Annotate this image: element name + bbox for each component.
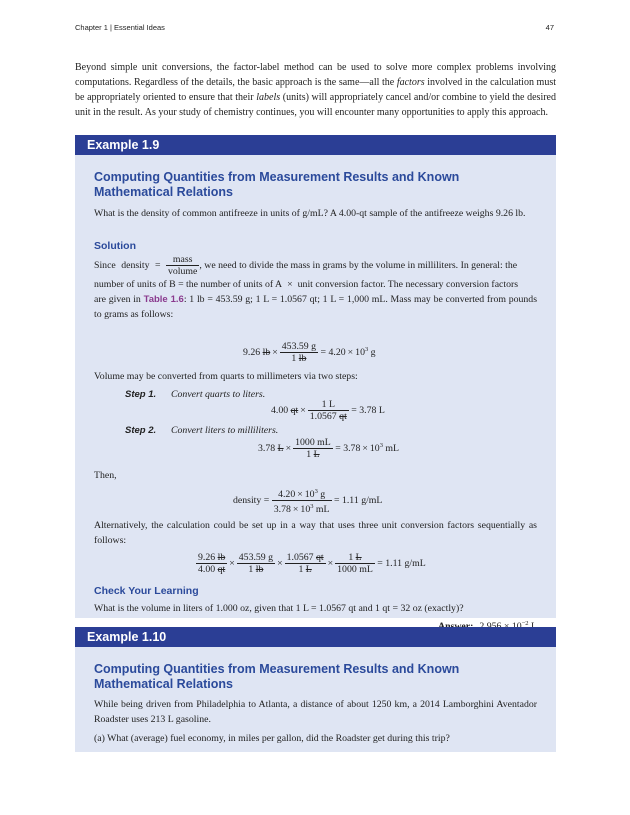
step-1: Step 1. Convert quarts to liters. (125, 389, 266, 400)
equation-sequential: $\frac{9.26 lb}{4.00 qt}$ × $\frac{453.59 g}{1 lb}$ × $\frac{1.0567 qt}{1 L}$ × $\frac{1 L}{1000 mL}$ = 1.11 g/mL (198, 552, 426, 575)
then-text: Then, (94, 470, 117, 481)
check-learning-heading: Check Your Learning (94, 585, 199, 597)
part-a-question: (a) What (average) fuel economy, in miles per gallon, did the Roadster get during this trip? (94, 733, 450, 744)
step-2: Step 2. Convert liters to milliliters. (125, 425, 279, 436)
equation-liters-to-milliliters: 3.78 L × $\frac{1000 mL}{1 L}$ = $3.78 \times 10^3$ mL (258, 437, 399, 460)
page-header (75, 23, 554, 35)
question-text: What is the density of common antifreeze in units of g/mL? A 4.00-qt sample of the antifreeze weighs 9.26 lb. (94, 208, 526, 219)
example-1-9 (75, 135, 556, 627)
alternative-text: Alternatively, the calculation could be set up in a way that uses three unit conversion factors sequentially as follows: (94, 520, 537, 546)
equation-mass: 9.26 lb × $\frac{453.59 g}{1 lb}$ = $4.20 \times 10^3$ g (243, 341, 376, 364)
volume-text: Volume may be converted from quarts to millimeters via two steps: (94, 371, 358, 382)
solution-paragraph: Since density = $\frac{\text{mass}}{\text{volume}}$ , we need to divide the mass in grams by the volume in milliliters. In general: the number of units of B = the number of units of A × unit conversion factor. The necessary conversion factors are given in Table 1.6: 1 lb = 453.59 g; 1 L = 1.0567 qt; 1 L = 1,000 mL. Mass may be converted from pounds to grams as follows: (94, 254, 538, 320)
example-text: While being driven from Philadelphia to Atlanta, a distance of about 1250 km, a 2014 Lamborghini Aventador Roadster uses 213 L gasoline. (94, 699, 537, 725)
chapter-title: Chapter 1 | Essential Ideas (75, 23, 165, 32)
example-title: Computing Quantities from Measurement Results and Known Mathematical Relations (94, 170, 460, 199)
example-1-10 (75, 627, 556, 752)
answer: −2 (438, 620, 537, 632)
example-title: Computing Quantities from Measurement Results and Known Mathematical Relations (94, 662, 460, 691)
example-label: Example 1.10 (75, 627, 556, 647)
page-number: 47 (545, 23, 554, 32)
solution-heading: Solution (94, 240, 136, 252)
intro-paragraph: Beyond simple unit conversions, the factor-label method can be used to solve more complex problems involving computations. Regardless of the details, the basic approach is the same—all the factors involved in the calculation must be appropriately oriented to ensure that their labels (units) will appropriately cancel and/or combine to yield the desired unit in the result. As your study of chemistry continues, you will encounter many opportunities to apply this approach. (75, 62, 557, 118)
equation-quarts-to-liters: 4.00 qt × $\frac{1 L}{1.0567 qt}$ = 3.78 L (271, 399, 385, 422)
equation-density: density = $\frac{4.20 \times 10^3 g}{3.78 \times 10^3 mL}$ = 1.11 g/mL (233, 488, 383, 515)
example-label: Example 1.9 (75, 135, 556, 155)
check-question: What is the volume in liters of 1.000 oz, given that 1 L = 1.0567 qt and 1 qt = 32 oz (exactly)? (94, 603, 464, 614)
density-fraction: $\frac{\text{mass}}{\text{volume}}$ (167, 254, 198, 277)
table-1-6-link[interactable]: Table 1.6 (143, 294, 184, 305)
